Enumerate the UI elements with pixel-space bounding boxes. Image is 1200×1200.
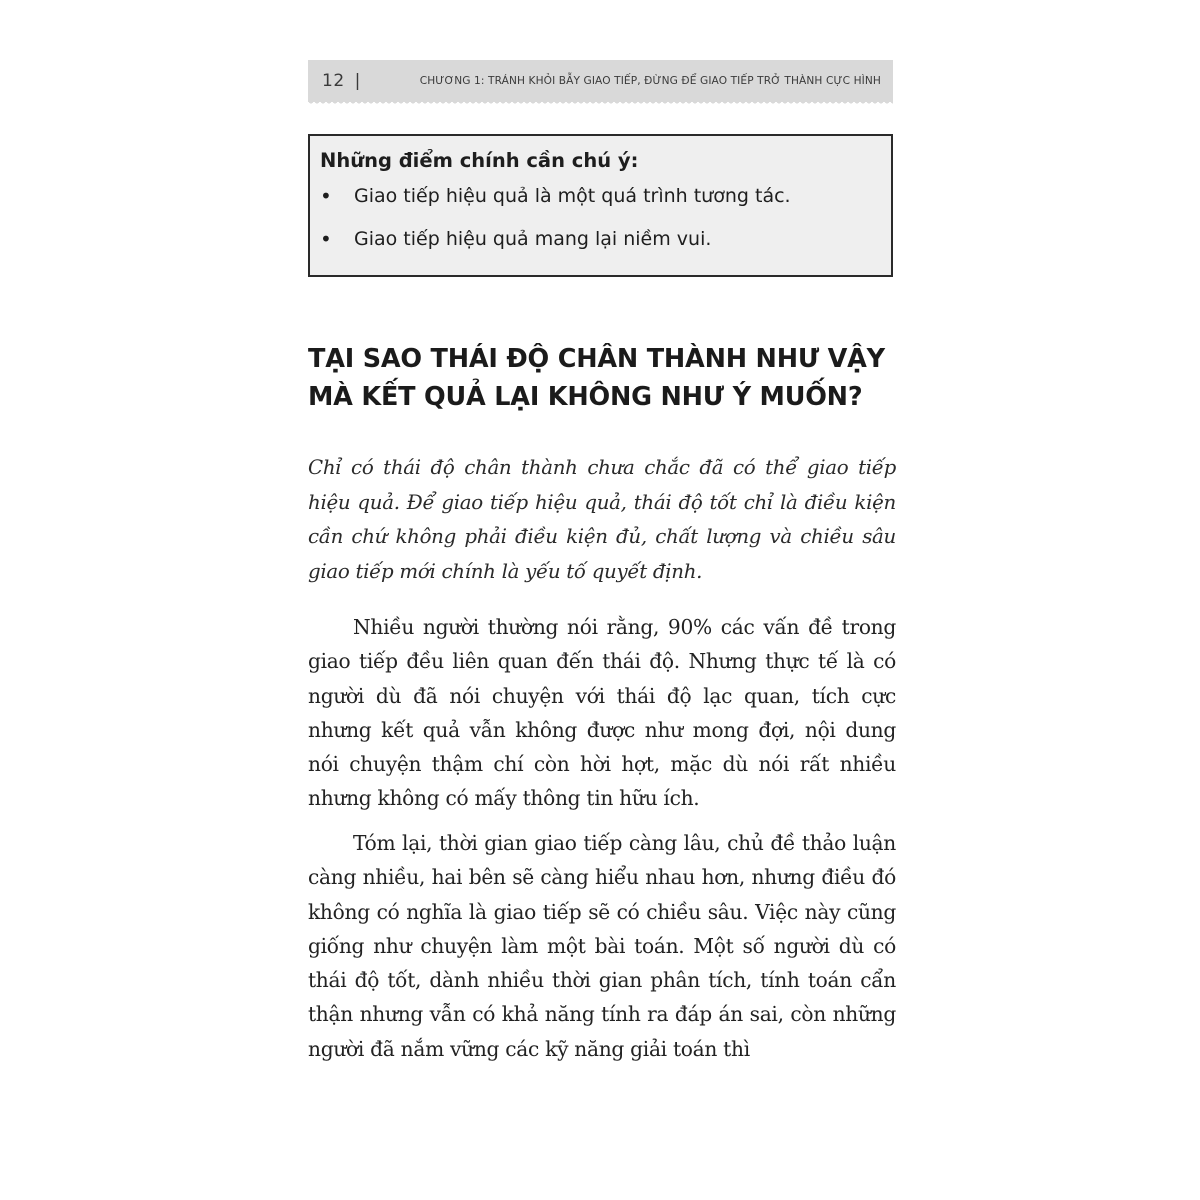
key-point-text: Giao tiếp hiệu quả là một quá trình tương tác. (354, 185, 791, 207)
body-paragraph: Nhiều người thường nói rằng, 90% các vấn đề trong giao tiếp đều liên quan đến thái độ. Nhưng thực tế là có người dù đã nói chuyện với thái độ lạc quan, tích cực nhưng kết quả vẫn không được như mong đợi, nội dung nói chuyện thậm chí còn hời hợt, mặc dù nói rất nhiều nhưng không có mấy thông tin hữu ích. (308, 615, 896, 811)
key-point-text: Giao tiếp hiệu quả mang lại niềm vui. (354, 228, 712, 250)
bullet-icon: • (320, 184, 332, 208)
key-points-box (308, 134, 893, 277)
chapter-title: CHƯƠNG 1: TRÁNH KHỎI BẪY GIAO TIẾP, ĐỪNG ĐỂ GIAO TIẾP TRỞ THÀNH CỰC HÌNH (419, 75, 881, 87)
running-header (308, 60, 893, 102)
body-paragraph: Tóm lại, thời gian giao tiếp càng lâu, chủ đề thảo luận càng nhiều, hai bên sẽ càng hiểu nhau hơn, nhưng điều đó không có nghĩa là giao tiếp sẽ có chiều sâu. Việc này cũng giống như chuyện làm một bài toán. Một số người dù có thái độ tốt, dành nhiều thời gian phân tích, tính toán cẩn thận nhưng vẫn có khả năng tính ra đáp án sai, còn những người đã nắm vững các kỹ năng giải toán thì (308, 831, 896, 1061)
list-item (320, 184, 881, 208)
section-lead: Chỉ có thái độ chân thành chưa chắc đã có thể giao tiếp hiệu quả. Để giao tiếp hiệu quả, thái độ tốt chỉ là điều kiện cần chứ không phải điều kiện đủ, chất lượng và chiều sâu giao tiếp mới chính là yếu tố quyết định. (308, 456, 896, 583)
key-points-list (320, 184, 881, 251)
header-separator: | (354, 71, 361, 91)
key-points-title: Những điểm chính cần chú ý: (320, 149, 639, 172)
page-number: 12 (322, 71, 345, 91)
book-page (308, 60, 896, 1160)
section-heading: TẠI SAO THÁI ĐỘ CHÂN THÀNH NHƯ VẬY MÀ KẾT QUẢ LẠI KHÔNG NHƯ Ý MUỐN? (308, 344, 885, 412)
bullet-icon: • (320, 227, 332, 251)
list-item (320, 227, 881, 251)
